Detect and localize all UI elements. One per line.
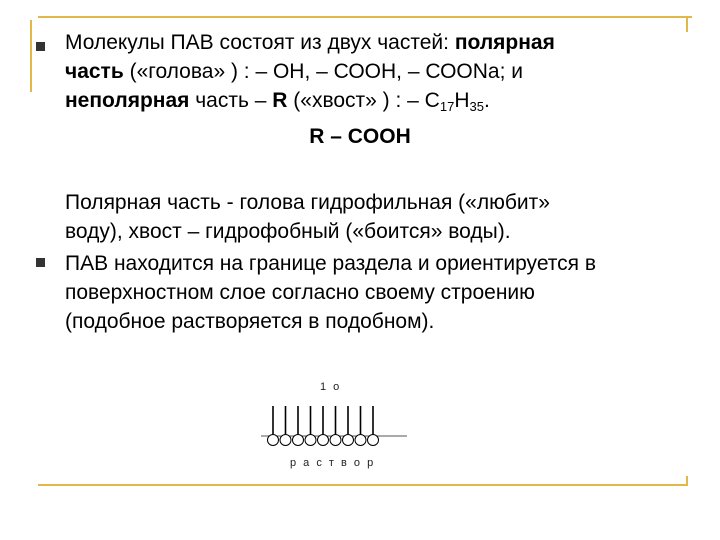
- bullet1-text: [65, 28, 695, 121]
- molecule-head: [293, 435, 304, 446]
- hydrogen-symbol: Н: [454, 89, 470, 112]
- molecule-head: [280, 435, 291, 446]
- bullet2-line3: (подобное растворяется в подобном).: [65, 310, 435, 333]
- bullet1-line2: [65, 57, 695, 86]
- bottom-rule-tick: [686, 476, 688, 486]
- surfactant-layer-figure: [255, 398, 415, 458]
- figure-bottom-label: р а с т в о р: [290, 457, 376, 469]
- para2-text: [65, 188, 695, 246]
- bullet1-bold-nonpolar: неполярная: [65, 89, 190, 112]
- left-decorative-rule: [30, 20, 32, 92]
- formula: R – COOH: [309, 125, 411, 148]
- bullet1-period: .: [483, 89, 490, 112]
- subscript-35: 35: [469, 99, 484, 114]
- bullet1-line3: [65, 86, 695, 121]
- top-decorative-rule: [38, 16, 692, 18]
- bullet2-line1: ПАВ находится на границе раздела и ориентируется в: [65, 252, 597, 275]
- bullet-square-1: [36, 42, 45, 51]
- molecule-head: [305, 435, 316, 446]
- para2-line2: воду), хвост – гидрофобный («боится» воды).: [65, 220, 511, 243]
- figure-top-label: 1 о: [320, 381, 342, 393]
- para2-line1: Полярная часть - голова гидрофильная («любит»: [65, 191, 550, 214]
- subscript-17: 17: [439, 99, 455, 114]
- bullet1-line3-text: часть –: [189, 89, 273, 112]
- bullet1-line2-text: («голова» ) : – ОН, – СООН, – СООNa; и: [123, 60, 523, 83]
- bullet1-bold-r: R: [272, 89, 288, 112]
- molecule-head: [343, 435, 354, 446]
- bullet2-text: [65, 249, 695, 336]
- bullet1-bold-polar: полярная: [454, 31, 555, 54]
- molecule-head: [268, 435, 279, 446]
- bullet1-prefix: Молекулы ПАВ состоят из двух частей:: [65, 31, 455, 54]
- molecule-head: [368, 435, 379, 446]
- bullet1-tail-text: («хвост» ) : – С: [287, 89, 440, 112]
- molecule-head: [318, 435, 329, 446]
- bullet2-line2: поверхностном слое согласно своему строению: [65, 281, 535, 304]
- bullet-square-2: [36, 258, 45, 267]
- bottom-decorative-rule: [38, 484, 686, 486]
- bullet1-bold-part: часть: [65, 60, 124, 83]
- molecule-head: [330, 435, 341, 446]
- molecule-head: [355, 435, 366, 446]
- bullet1-line1: [65, 28, 695, 57]
